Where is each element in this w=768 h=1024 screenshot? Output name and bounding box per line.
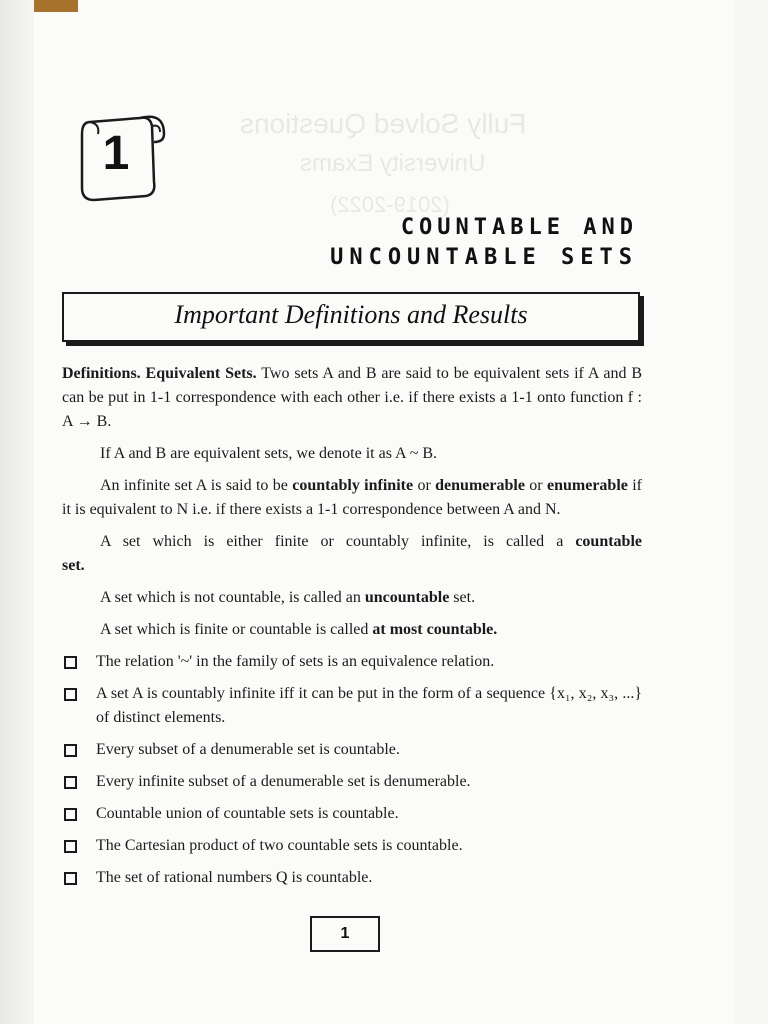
result-text: Every infinite subset of a denumerable set is denumerable. [96, 773, 471, 790]
chapter-title-line1: COUNTABLE AND [400, 215, 638, 240]
result-text: Countable union of countable sets is countable. [96, 805, 399, 822]
chapter-number-badge [76, 112, 156, 198]
definition-paragraph [62, 362, 642, 434]
list-item [62, 738, 642, 762]
checkbox-bullet-icon [64, 656, 77, 669]
bleed-through-text: Fully Solved Questions [240, 108, 527, 139]
list-item [62, 650, 642, 674]
paragraph-text: set. [449, 589, 476, 606]
paragraph-text: A set which is finite or countable is called [100, 621, 373, 638]
page-gutter-shadow [0, 0, 34, 1024]
result-text: The Cartesian product of two countable sets is countable. [96, 837, 463, 854]
result-text: Every subset of a denumerable set is countable. [96, 741, 400, 758]
paragraph-at-most-countable [62, 618, 642, 642]
paragraph-countable-set [62, 530, 642, 578]
bleed-through-text: University Exams [300, 150, 486, 177]
result-text: The relation '~' in the family of sets is an equivalence relation. [96, 653, 495, 670]
paragraph-text: A set which is not countable, is called an [100, 589, 365, 606]
checkbox-bullet-icon [64, 688, 77, 701]
paragraph-text: if it is equivalent to N i.e. if there exists a 1-1 correspondence between A and N. [62, 477, 642, 518]
term-countable-set: countable set. [62, 533, 642, 574]
checkbox-bullet-icon [64, 872, 77, 885]
page-number: 1 [310, 916, 380, 952]
checkbox-bullet-icon [64, 808, 77, 821]
result-text: The set of rational numbers Q is countable. [96, 869, 373, 886]
term-enumerable: enumerable [546, 477, 628, 494]
term-uncountable: uncountable [364, 589, 450, 606]
checkbox-bullet-icon [64, 744, 77, 757]
checkbox-bullet-icon [64, 776, 77, 789]
list-item [62, 834, 642, 858]
paragraph-text: or [524, 477, 547, 494]
paragraph-text: A set which is either finite or countably infinite, is called a [100, 533, 576, 550]
definitions-term: Equivalent Sets. [145, 365, 257, 382]
chapter-title-line2: UNCOUNTABLE SETS [330, 245, 638, 270]
paragraph-text: An infinite set A is said to be [100, 477, 293, 494]
term-countably-infinite: countably infinite [292, 477, 414, 494]
list-item [62, 770, 642, 794]
list-item [62, 866, 642, 890]
term-at-most-countable: at most countable. [372, 621, 498, 638]
paragraph-countably-infinite [62, 474, 642, 522]
term-denumerable: denumerable [435, 477, 525, 494]
paragraph-text: or [413, 477, 436, 494]
section-heading: Important Definitions and Results [174, 300, 528, 329]
paragraph-uncountable-set [62, 586, 642, 610]
results-list [62, 650, 642, 890]
chapter-title [178, 214, 638, 272]
section-heading-box [62, 292, 640, 342]
paragraph-text: If A and B are equivalent sets, we denote it as A ~ B. [100, 445, 438, 462]
definitions-label: Definitions. [62, 365, 141, 382]
list-item [62, 802, 642, 826]
page-corner-tab [34, 0, 78, 12]
page-body [62, 362, 642, 898]
bleed-through-text: (2019-2022) [330, 192, 450, 217]
result-text: A set A is countably infinite iff it can be put in the form of a sequence {x₁, x₂, x₃, ...} of distinct elements. [96, 685, 642, 726]
paragraph-equivalence-notation [62, 442, 642, 466]
list-item [62, 682, 642, 730]
definitions-text: Two sets A and B are said to be equivalent sets if A and B can be put in 1-1 correspondence with each other i.e. if there exists a 1-1 onto function f : A → B. [62, 365, 643, 430]
chapter-number: 1 [102, 127, 130, 180]
checkbox-bullet-icon [64, 840, 77, 853]
